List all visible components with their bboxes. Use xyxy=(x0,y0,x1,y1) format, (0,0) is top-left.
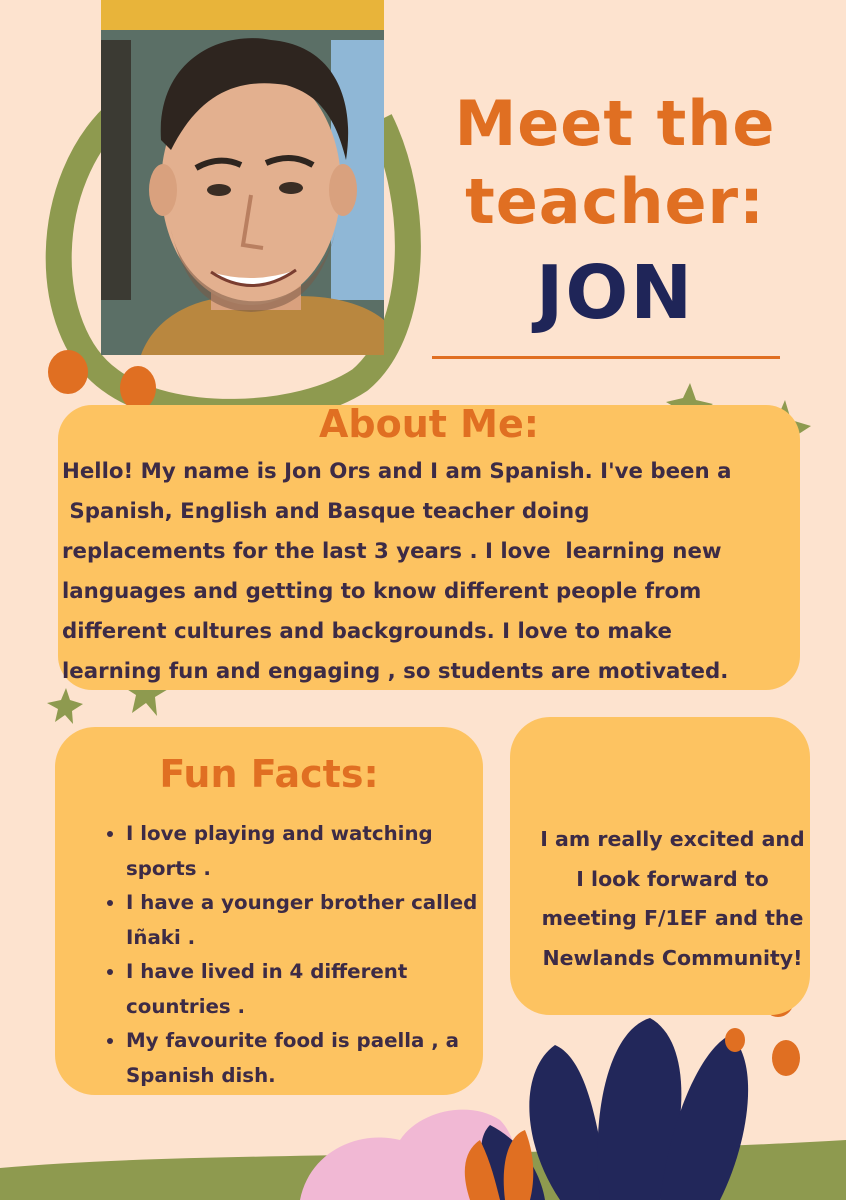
teacher-name: JON xyxy=(535,250,695,336)
closing-text: I am really excited and I look forward to meeting F/1EF and the Newlands Community! xyxy=(540,827,805,970)
star-shape xyxy=(47,688,83,724)
portrait-image xyxy=(101,0,384,355)
title-divider xyxy=(432,356,780,359)
list-item: • I have lived in 4 different countries . xyxy=(126,955,486,1024)
orange-blob-shape xyxy=(772,1040,800,1076)
about-heading: About Me: xyxy=(319,402,539,446)
list-item: • My favourite food is paella , a Spanish dish. xyxy=(126,1024,486,1093)
about-text: Hello! My name is Jon Ors and I am Spanish. I've been a Spanish, English and Basque teacher doing replacements for the last 3 years . I love learning new languages and getting to know different people from different cultures and backgrounds. I love to make learning fun and engaging , so students are motivated. xyxy=(62,459,732,684)
page-title: Meet the teacher: xyxy=(454,87,776,238)
list-item: • I have a younger brother called Iñaki . xyxy=(126,886,486,955)
orange-blob-shape xyxy=(725,1028,745,1052)
orange-blob-shape xyxy=(48,350,88,394)
fun-facts-list xyxy=(100,817,486,1093)
teacher-photo xyxy=(101,0,384,355)
list-item: • I love playing and watching sports . xyxy=(126,817,486,886)
fun-facts-heading: Fun Facts: xyxy=(159,752,379,796)
